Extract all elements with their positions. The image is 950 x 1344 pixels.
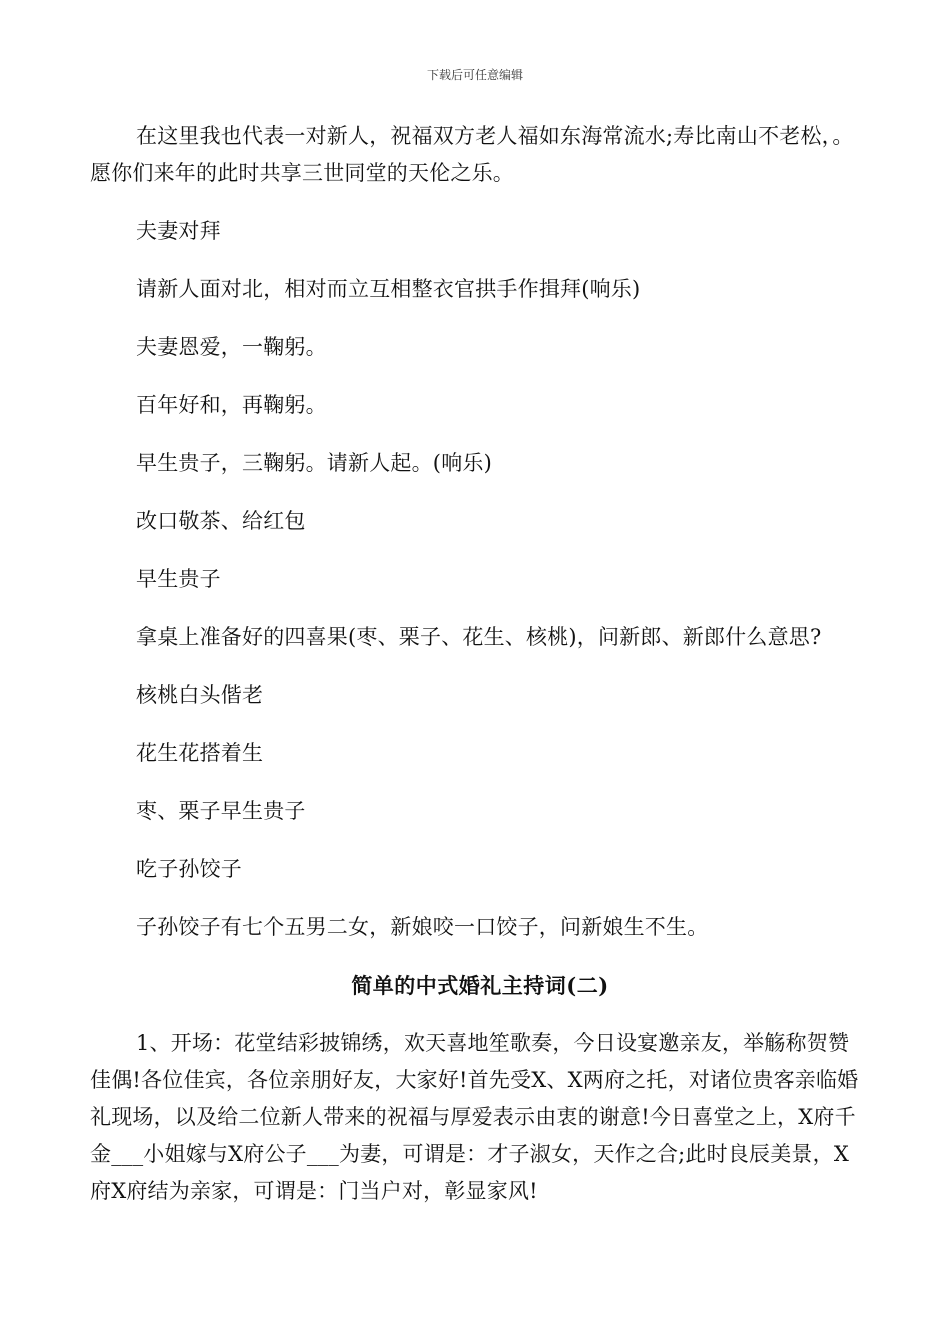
paragraph-third-bow: 早生贵子，三鞠躬。请新人起。(响乐) — [136, 451, 492, 475]
paragraph-tea-red-envelope: 改口敬茶、给红包 — [136, 509, 306, 533]
document-body — [90, 118, 870, 1210]
paragraph-early-son: 早生贵子 — [136, 567, 221, 591]
paragraph-blessing: 在这里我也代表一对新人，祝福双方老人福如东海常流水;寿比南山不老松，。愿你们来年的此时共享三世同堂的天伦之乐。 — [90, 124, 854, 185]
paragraph-jujube-chestnut: 枣、栗子早生贵子 — [136, 799, 306, 823]
paragraph-second-bow: 百年好和，再鞠躬。 — [136, 393, 327, 417]
paragraph-dumplings-question: 子孙饺子有七个五男二女，新娘咬一口饺子，问新娘生不生。 — [136, 915, 709, 939]
paragraph-face-north: 请新人面对北，相对而立互相整衣官拱手作揖拜(响乐) — [136, 277, 641, 301]
paragraph-opening: 1、开场：花堂结彩披锦绣，欢天喜地笙歌奏，今日设宴邀亲友，举觞称贺赞佳偶!各位佳宾，各位亲朋好友，大家好!首先受X、X两府之托，对诸位贵客亲临婚礼现场，以及给二位新人带来的祝福与厚爱表示由衷的谢意!今日喜堂之上，X府千金___小姐嫁与X府公子___为妻，可谓是：才子淑女，天作之合;此时良辰美景，X府X府结为亲家，可谓是：门当户对，彰显家风! — [90, 1031, 859, 1203]
paragraph-dumplings: 吃子孙饺子 — [136, 857, 242, 881]
paragraph-first-bow: 夫妻恩爱，一鞠躬。 — [136, 335, 327, 359]
page-header: 下载后可任意编辑 — [426, 68, 523, 82]
section-title: 简单的中式婚礼主持词(二) — [351, 973, 609, 998]
paragraph-four-fruits: 拿桌上准备好的四喜果(枣、栗子、花生、核桃)，问新郎、新郎什么意思? — [136, 625, 822, 649]
paragraph-walnut: 核桃白头偕老 — [136, 683, 264, 707]
paragraph-peanut: 花生花搭着生 — [136, 741, 264, 765]
paragraph-couple-bow-heading: 夫妻对拜 — [136, 219, 221, 243]
